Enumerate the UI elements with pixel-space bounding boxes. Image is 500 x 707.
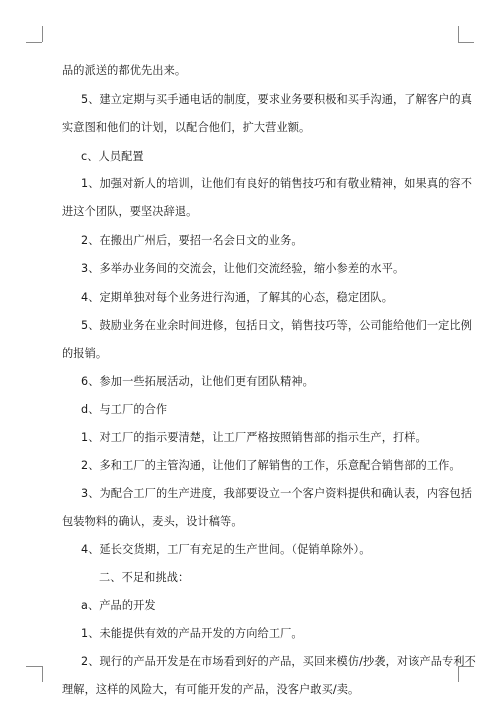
crop-mark-bottom-left-v — [42, 666, 43, 682]
paragraph-line: 2、在搬出广州后，要招一名会日文的业务。 — [81, 234, 303, 247]
section-heading: 二、不足和挑战： — [99, 571, 190, 584]
paragraph-line: 实意图和他们的计划，以配合他们，扩大营业额。 — [62, 121, 311, 134]
crop-mark-bottom-left-h — [26, 666, 42, 667]
section-heading: a、产品的开发 — [81, 599, 156, 612]
paragraph-line: 2、现行的产品开发是在市场看到好的产品，买回来模仿/抄袭，对该产品专利不 — [81, 655, 476, 668]
crop-mark-top-left-h — [26, 42, 42, 43]
paragraph-line: 1、加强对新人的培训，让他们有良好的销售技巧和有敬业精神，如果真的容不 — [81, 177, 472, 190]
paragraph-line: 4、定期单独对每个业务进行沟通，了解其的心态，稳定团队。 — [81, 291, 393, 304]
paragraph-line: 理解，这样的风险大，有可能开发的产品，没客户敢买/卖。 — [62, 683, 360, 696]
crop-mark-top-left-v — [42, 26, 43, 42]
section-heading: c、人员配置 — [81, 150, 144, 163]
paragraph-line: 2、多和工厂的主管沟通，让他们了解销售的工作，乐意配合销售部的工作。 — [81, 459, 461, 472]
paragraph-line: 1、对工厂的指示要清楚，让工厂严格按照销售部的指示生产，打样。 — [81, 431, 427, 444]
paragraph-line: 进这个团队，要坚决辞退。 — [62, 205, 198, 218]
paragraph-line: 5、鼓励业务在业余时间进修，包括日文，销售技巧等，公司能给他们一定比例 — [81, 319, 472, 332]
section-heading: d、与工厂的合作 — [81, 403, 168, 416]
paragraph-line: 的报销。 — [62, 347, 108, 360]
paragraph-line: 4、延长交货期，工厂有充足的生产世间。（促销单除外）。 — [81, 543, 371, 556]
paragraph-line: 3、多举办业务间的交流会，让他们交流经验，缩小参差的水平。 — [81, 262, 405, 275]
crop-mark-top-right-h — [458, 42, 474, 43]
paragraph-line: 包装物料的确认，麦头，设计稿等。 — [62, 515, 243, 528]
paragraph-line: 品的派送的都优先出来。 — [62, 64, 187, 77]
paragraph-line: 6、参加一些拓展活动，让他们更有团队精神。 — [81, 375, 314, 388]
paragraph-line: 5、建立定期与买手通电话的制度，要求业务要积极和买手沟通，了解客户的真 — [81, 93, 472, 106]
paragraph-line: 1、未能提供有效的产品开发的方向给工厂。 — [81, 627, 303, 640]
paragraph-line: 3、为配合工厂的生产进度，我部要设立一个客户资料提供和确认表，内容包括 — [81, 487, 472, 500]
crop-mark-top-right-v — [458, 26, 459, 42]
